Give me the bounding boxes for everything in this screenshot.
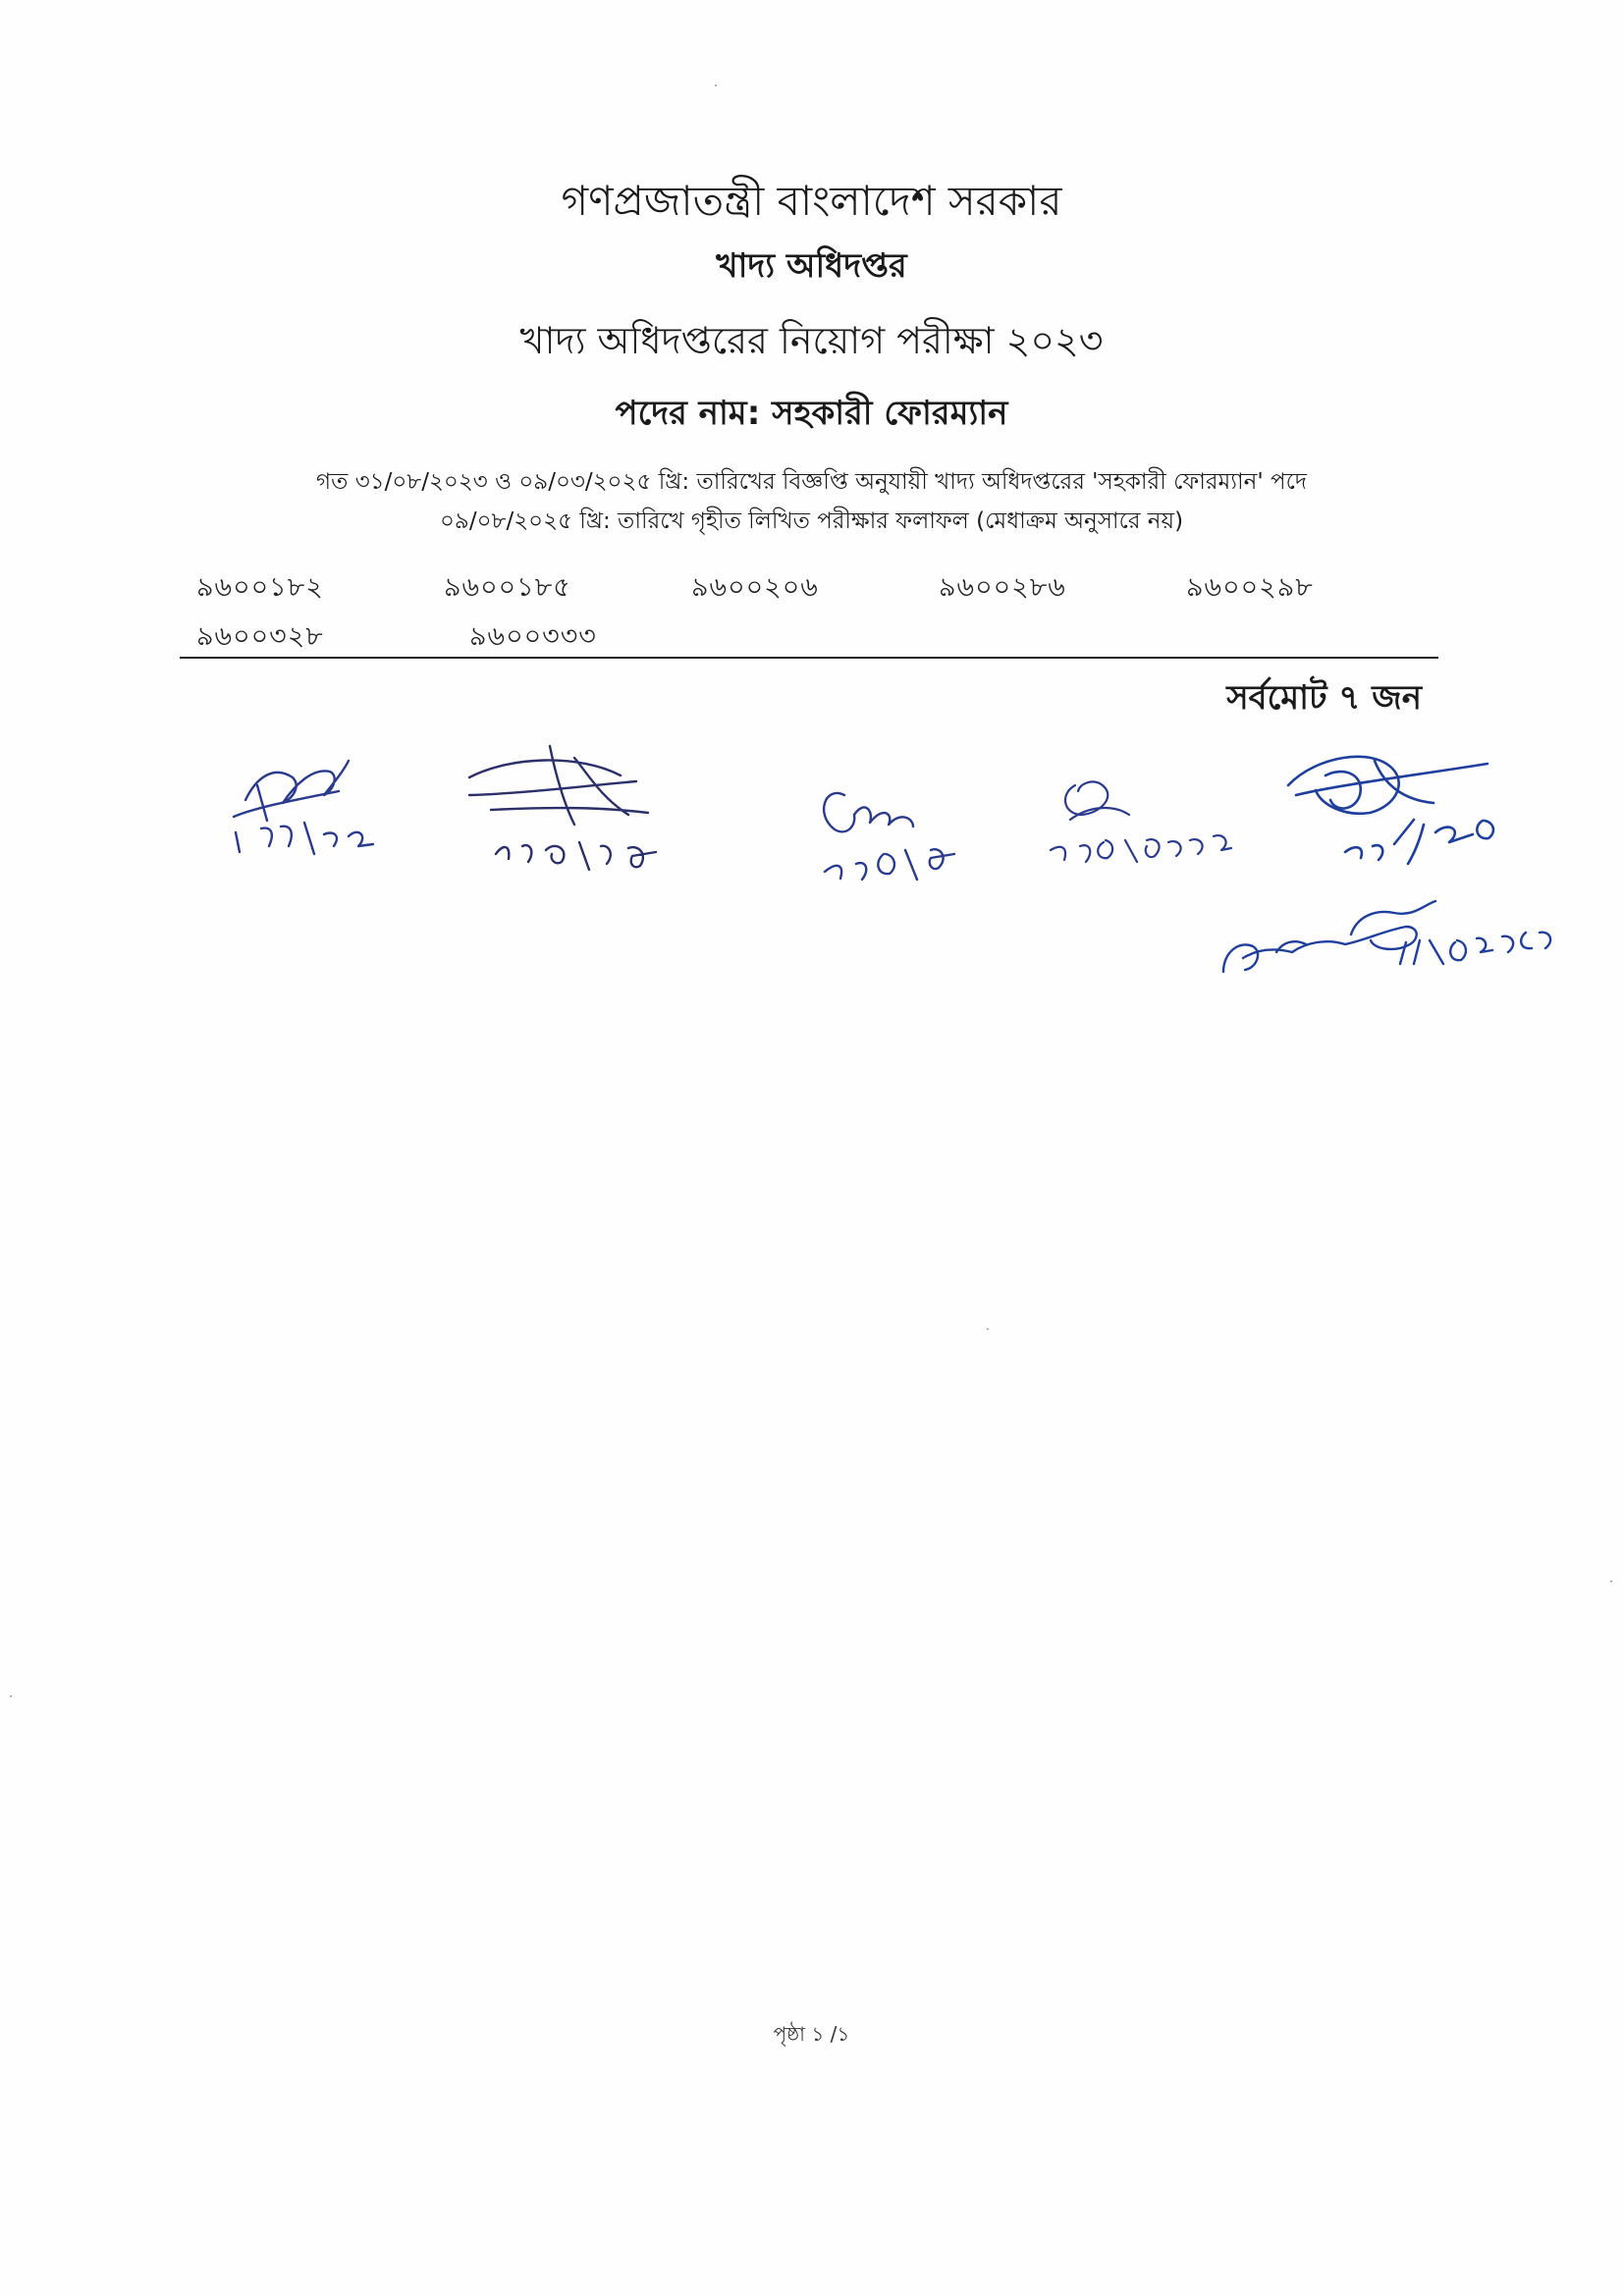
exam-title: খাদ্য অধিদপ্তরের নিয়োগ পরীক্ষা ২০২৩ [519,319,1104,362]
scan-speck [1610,1580,1612,1582]
department-title: খাদ্য অধিদপ্তর [716,246,907,286]
government-title: গণপ্রজাতন্ত্রী বাংলাদেশ সরকার [561,177,1062,225]
signature-1 [234,761,373,854]
scan-speck [10,1695,12,1697]
roll-number: ৯৬০০৩৩৩ [469,620,597,652]
roll-row [196,614,1434,663]
divider-line [180,657,1438,659]
roll-number: ৯৬০০২৯৮ [1186,571,1314,603]
description-line-1: গত ৩১/০৮/২০২৩ ও ০৯/০৩/২০২৫ খ্রি: তারিখের বিজ্ঞপ্তি অনুযায়ী খাদ্য অধিদপ্তরের 'সহকারী ফোরম্যান' পদে [316,469,1307,495]
signature-6 [1223,901,1550,972]
roll-row [196,564,1434,614]
description-line-2: ০৯/০৮/২০২৫ খ্রি: তারিখে গৃহীত লিখিত পরীক্ষার ফলাফল (মেধাক্রম অনুসারে নয়) [439,508,1184,534]
signature-2 [469,746,656,870]
signature-3 [824,793,954,880]
post-name: পদের নাম: সহকারী ফোরম্যান [615,394,1008,433]
signature-4 [1051,781,1231,862]
roll-number-list [196,564,1434,663]
page-number: পৃষ্ঠা ১ /১ [773,2022,850,2046]
roll-number: ৯৬০০২০৬ [691,571,819,603]
signature-5 [1288,757,1493,864]
roll-number: ৯৬০০২৮৬ [939,571,1066,603]
scan-speck [987,1328,989,1330]
roll-number: ৯৬০০১৮৫ [444,571,571,603]
roll-number: ৯৬০০৩২৮ [196,620,324,652]
roll-number: ৯৬০০১৮২ [196,571,324,603]
total-count: সর্বমোট ৭ জন [1226,678,1422,718]
scan-speck [715,84,717,86]
